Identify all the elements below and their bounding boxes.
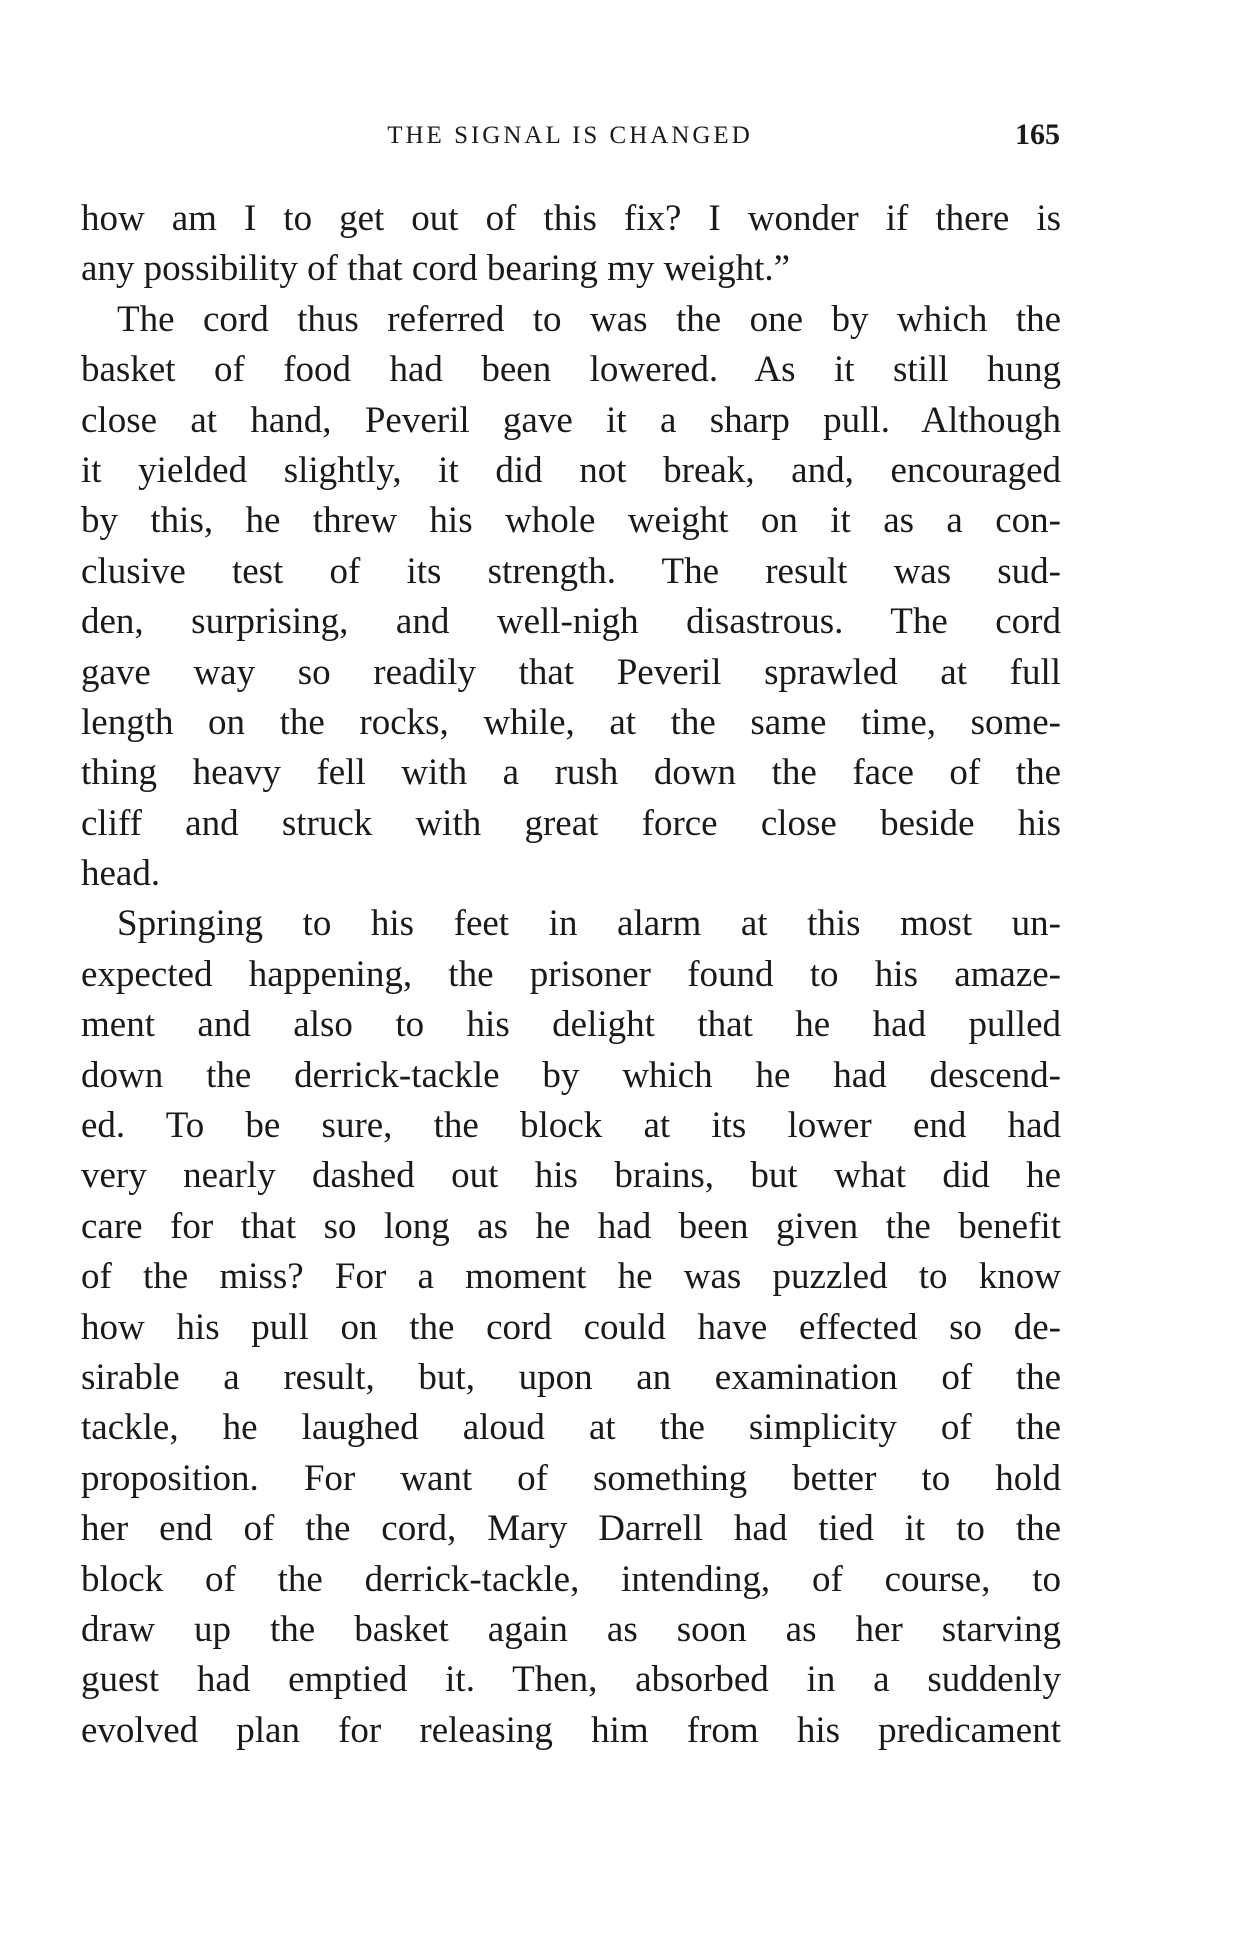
text-line: length on the rocks, while, at the same time, some- — [81, 701, 1061, 743]
running-head: THE SIGNAL IS CHANGED — [387, 122, 753, 149]
text-line: The cord thus referred to was the one by which the — [117, 298, 1061, 340]
text-line: thing heavy fell with a rush down the face of the — [81, 752, 1061, 794]
text-line: by this, he threw his whole weight on it as a con- — [81, 500, 1061, 542]
text-line: cliff and struck with great force close beside his — [81, 802, 1061, 844]
body-text — [81, 194, 1061, 1756]
text-line: how his pull on the cord could have effected so de- — [81, 1306, 1061, 1348]
text-line: proposition. For want of something better to hold — [81, 1457, 1061, 1499]
text-line: ed. To be sure, the block at its lower end had — [81, 1105, 1061, 1147]
text-line: clusive test of its strength. The result was sud- — [81, 550, 1061, 592]
text-line: tackle, he laughed aloud at the simplicity of the — [81, 1407, 1061, 1449]
text-line: any possibility of that cord bearing my weight.” — [81, 248, 791, 290]
text-line: basket of food had been lowered. As it still hung — [81, 349, 1061, 391]
text-line: block of the derrick-tackle, intending, of course, to — [81, 1558, 1061, 1600]
text-line: draw up the basket again as soon as her starving — [81, 1608, 1061, 1650]
text-line: down the derrick-tackle by which he had descend- — [81, 1054, 1061, 1096]
text-line: head. — [81, 853, 161, 895]
text-line: guest had emptied it. Then, absorbed in a suddenly — [81, 1659, 1061, 1701]
text-line: how am I to get out of this fix? I wonder if there is — [81, 198, 1061, 239]
text-line: very nearly dashed out his brains, but what did he — [81, 1155, 1061, 1197]
text-line: ment and also to his delight that he had pulled — [81, 1004, 1061, 1046]
text-line: of the miss? For a moment he was puzzled to know — [81, 1256, 1061, 1298]
text-line: Springing to his feet in alarm at this most un- — [117, 903, 1061, 945]
text-line: close at hand, Peveril gave it a sharp pull. Although — [81, 399, 1061, 441]
text-line: den, surprising, and well-nigh disastrous. The cord — [81, 601, 1061, 643]
text-line: evolved plan for releasing him from his predicament — [81, 1709, 1061, 1751]
text-line: expected happening, the prisoner found to his amaze- — [81, 953, 1061, 995]
page-number: 165 — [1015, 118, 1060, 151]
text-line: her end of the cord, Mary Darrell had tied it to the — [81, 1508, 1061, 1550]
text-line: care for that so long as he had been given the benefit — [81, 1205, 1061, 1247]
text-line: it yielded slightly, it did not break, and, encouraged — [81, 449, 1061, 491]
text-line: sirable a result, but, upon an examination of the — [81, 1356, 1061, 1398]
text-line: gave way so readily that Peveril sprawled at full — [81, 651, 1061, 693]
